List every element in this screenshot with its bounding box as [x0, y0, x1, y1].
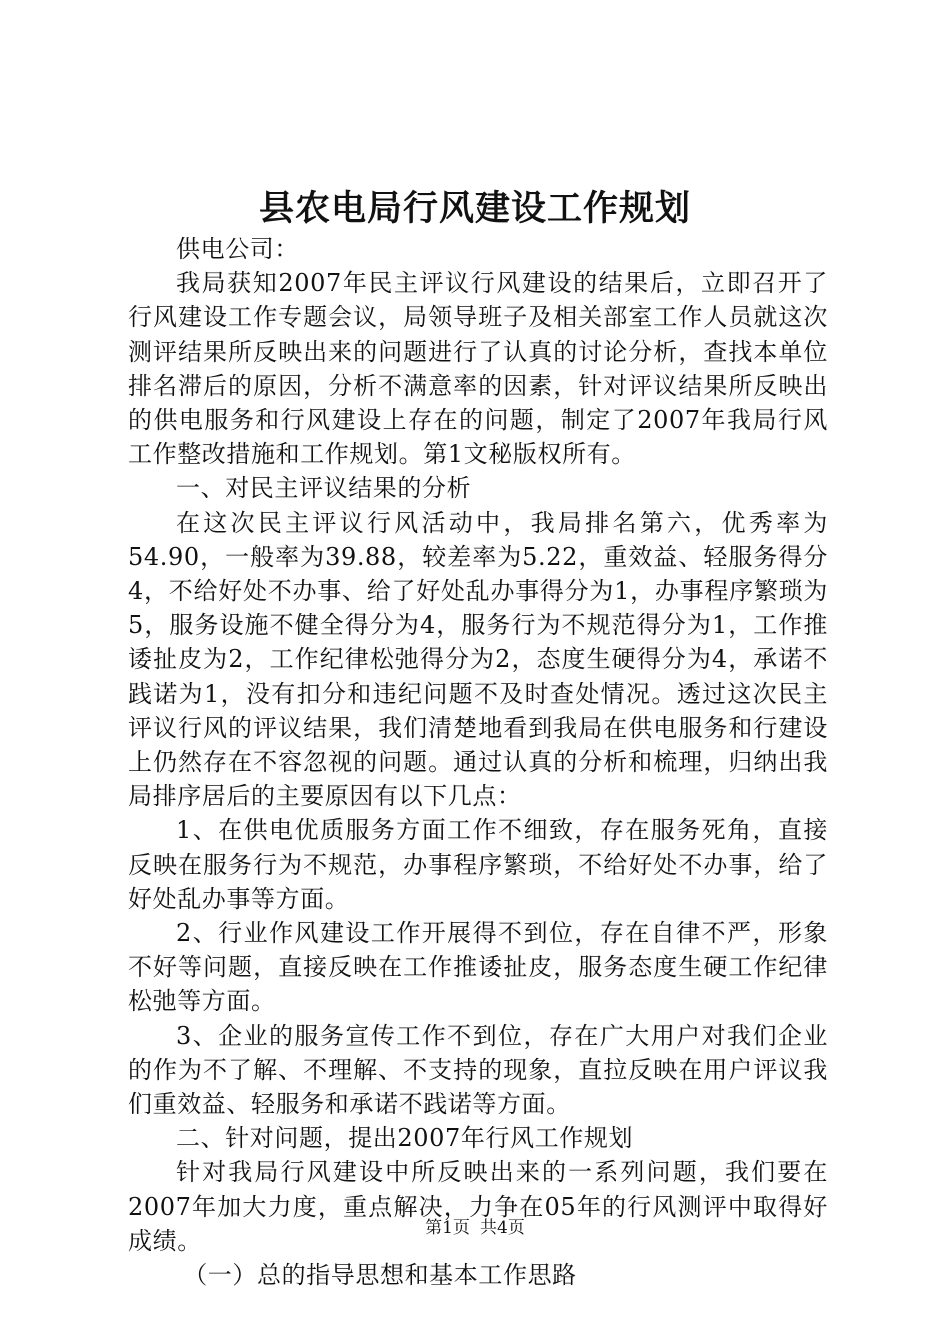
list-item-reason-1: 1、在供电优质服务方面工作不细致，存在服务死角，直接反映在服务行为不规范，办事程序繁琐，不给好处不办事，给了好处乱办事等方面。 [128, 816, 828, 913]
paragraph-intro: 我局获知2007年民主评议行风建设的结果后，立即召开了行风建设工作专题会议，局领导班子及相关部室工作人员就这次测评结果所反映出来的问题进行了认真的讨论分析，查找本单位排名滞后的原因，分析不满意率的因素，针对评议结果所反映出的供电服务和行风建设上存在的问题，制定了2007年我局行风工作整改措施和工作规划。第1文秘版权所有。 [128, 269, 828, 469]
document-body [128, 232, 828, 1292]
page-footer [0, 1216, 950, 1240]
list-item-reason-3: 3、企业的服务宣传工作不到位，存在广大用户对我们企业的作为不了解、不理解、不支持的现象，直拉反映在用户评议我们重效益、轻服务和承诺不践诺等方面。 [128, 1021, 828, 1119]
page-number: 第1页 [425, 1218, 470, 1238]
section-heading-2: 二、针对问题，提出2007年行风工作规划 [176, 1124, 634, 1153]
paragraph-plan-intro: 针对我局行风建设中所反映出来的一系列问题，我们要在2007年加大力度，重点解决，力争在05年的行风测评中取得好成绩。 [128, 1158, 828, 1255]
subsection-heading-1: （一）总的指导思想和基本工作思路 [183, 1261, 577, 1290]
section-heading-1: 一、对民主评议结果的分析 [176, 474, 472, 503]
salutation: 供电公司： [176, 235, 299, 263]
list-item-reason-2: 2、行业作风建设工作开展得不到位，存在自律不严，形象不好等问题，直接反映在工作推诿扯皮，服务态度生硬工作纪律松弛等方面。 [128, 919, 828, 1016]
paragraph-analysis: 在这次民主评议行风活动中，我局排名第六，优秀率为54.90，一般率为39.88，较差率为5.22，重效益、轻服务得分4，不给好处不办事、给了好处乱办事得分为1，办事程序繁琐为5，服务设施不健全得分为4，服务行为不规范得分为1，工作推诿扯皮为2，工作纪律松弛得分为2，态度生硬得分为4，承诺不践诺为1，没有扣分和违纪问题不及时查处情况。透过这次民主评议行风的评议结果，我们清楚地看到我局在供电服务和行建设上仍然存在不容忽视的问题。通过认真的分析和梳理，归纳出我局排序居后的主要原因有以下几点： [128, 508, 828, 811]
document-title: 县农电局行风建设工作规划 [258, 188, 691, 229]
page-total: 共4页 [480, 1218, 525, 1238]
